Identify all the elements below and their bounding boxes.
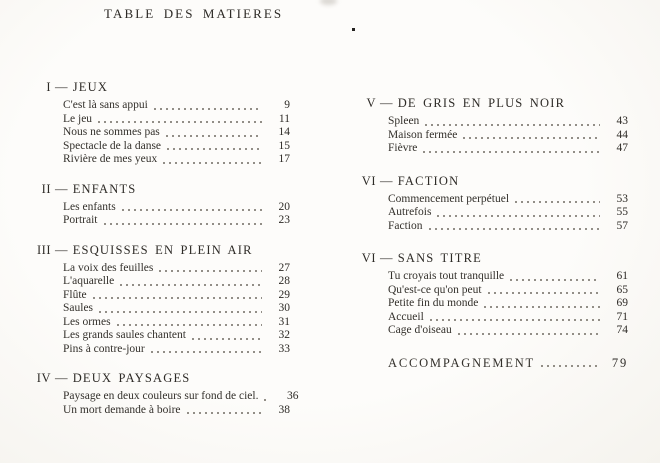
toc-entry bbox=[388, 193, 628, 207]
toc-entry-page: 33 bbox=[278, 342, 290, 355]
toc-entry-title: Fièvre bbox=[388, 142, 418, 154]
dot-leader bbox=[104, 223, 263, 225]
toc-entry-page: 47 bbox=[616, 142, 628, 154]
toc-entry bbox=[388, 115, 628, 129]
dot-leader bbox=[166, 135, 262, 137]
toc-column-right bbox=[361, 96, 628, 388]
dot-leader bbox=[437, 215, 600, 217]
toc-section bbox=[361, 173, 628, 234]
toc-entry bbox=[388, 324, 628, 338]
toc-entry bbox=[63, 113, 290, 127]
toc-entry-page: 43 bbox=[616, 115, 628, 127]
toc-entry-title: Tu croyais tout tranquille bbox=[388, 270, 505, 282]
toc-entry-page: 23 bbox=[278, 214, 290, 226]
toc-entries bbox=[63, 262, 290, 357]
toc-entry bbox=[63, 302, 290, 316]
toc-entry bbox=[63, 329, 290, 343]
toc-entry bbox=[388, 206, 628, 220]
dot-leader bbox=[425, 124, 600, 126]
toc-section bbox=[365, 356, 628, 370]
toc-entry bbox=[388, 284, 628, 298]
toc-entries bbox=[388, 193, 628, 234]
toc-entry-title: C'est là sans appui bbox=[63, 99, 148, 111]
dot-leader bbox=[163, 162, 262, 164]
toc-entry-page: 15 bbox=[278, 139, 290, 152]
dot-leader bbox=[167, 148, 262, 150]
toc-entry bbox=[388, 220, 628, 234]
dot-leader bbox=[463, 137, 600, 139]
section-dash: — bbox=[55, 181, 69, 196]
toc-entry-page: 53 bbox=[616, 192, 628, 205]
toc-section bbox=[40, 80, 290, 167]
toc-entry bbox=[63, 404, 290, 418]
toc-entry bbox=[63, 214, 290, 228]
dot-leader bbox=[488, 292, 600, 294]
toc-entry-title: Le jeu bbox=[63, 112, 93, 125]
toc-entry-title: Saules bbox=[63, 302, 94, 314]
toc-section-heading bbox=[352, 96, 628, 111]
toc-entry bbox=[63, 126, 290, 140]
dot-leader bbox=[117, 324, 262, 326]
toc-entry-page: 79 bbox=[611, 355, 628, 370]
section-numeral: II bbox=[41, 181, 51, 196]
toc-entry-title: Petite fin du monde bbox=[388, 297, 479, 309]
toc-section bbox=[40, 182, 290, 228]
toc-entry bbox=[63, 316, 290, 330]
toc-section-heading bbox=[27, 371, 290, 386]
section-numeral: IV bbox=[36, 371, 51, 385]
section-dash: — bbox=[380, 96, 394, 110]
section-title: ESQUISSES EN PLEIN AIR bbox=[72, 242, 253, 257]
toc-entry bbox=[63, 262, 290, 276]
toc-section bbox=[37, 242, 290, 357]
toc-entry-page: 14 bbox=[278, 126, 290, 138]
toc-entry-page: 28 bbox=[278, 275, 290, 287]
dot-leader bbox=[99, 311, 262, 313]
dot-leader bbox=[120, 284, 262, 286]
toc-entries bbox=[63, 390, 299, 417]
toc-entries bbox=[388, 356, 628, 370]
toc-entry-page: 57 bbox=[616, 219, 628, 232]
toc-entry-page: 69 bbox=[616, 297, 628, 309]
toc-entry bbox=[63, 275, 290, 289]
section-numeral: VI bbox=[361, 173, 376, 188]
toc-entry-title: ACCOMPAGNEMENT bbox=[388, 355, 535, 370]
toc-entry-title: L'aquarelle bbox=[63, 275, 115, 287]
page-title: TABLE DES MATIERES bbox=[104, 6, 284, 21]
toc-entry-page: 44 bbox=[616, 128, 628, 141]
toc-entries bbox=[388, 270, 628, 338]
toc-entry-page: 36 bbox=[286, 390, 299, 402]
section-dash: — bbox=[55, 371, 69, 385]
toc-entry-title: Nous ne sommes pas bbox=[63, 126, 160, 138]
section-dash: — bbox=[55, 242, 69, 257]
toc-entry bbox=[388, 129, 628, 143]
toc-entry-title: Rivière de mes yeux bbox=[63, 153, 158, 165]
section-title: SANS TITRE bbox=[397, 251, 482, 265]
toc-entry bbox=[63, 140, 290, 154]
dot-leader bbox=[458, 333, 600, 335]
section-title: DE GRIS EN PLUS NOIR bbox=[397, 96, 566, 110]
toc-entry-page: 11 bbox=[278, 112, 290, 125]
toc-section-heading bbox=[27, 182, 290, 197]
toc-entries bbox=[63, 99, 290, 167]
section-dash: — bbox=[55, 80, 69, 94]
toc-section-heading bbox=[27, 80, 290, 95]
toc-section-heading bbox=[352, 174, 628, 189]
toc-entry-page: 30 bbox=[278, 302, 290, 314]
toc-entry bbox=[388, 311, 628, 325]
toc-entry-page: 17 bbox=[278, 153, 290, 165]
toc-entry bbox=[63, 390, 299, 404]
section-dash: — bbox=[380, 173, 394, 188]
dot-leader bbox=[98, 121, 262, 123]
toc-entry bbox=[388, 356, 628, 370]
toc-entry bbox=[388, 142, 628, 156]
dot-leader bbox=[122, 209, 262, 211]
toc-entry-title: Paysage en deux couleurs sur fond de ciel. bbox=[63, 390, 259, 402]
toc-entry-title: Accueil bbox=[388, 310, 424, 323]
toc-column-left bbox=[36, 80, 299, 432]
toc-entry-title: Pins à contre-jour bbox=[63, 342, 145, 355]
toc-entry-title: Autrefois bbox=[388, 206, 432, 218]
toc-entry-title: Les enfants bbox=[63, 200, 116, 213]
dot-leader bbox=[484, 306, 600, 308]
toc-entry bbox=[63, 153, 290, 167]
dot-leader bbox=[151, 351, 262, 353]
toc-entries bbox=[63, 201, 290, 228]
toc-entry-title: Flûte bbox=[63, 288, 87, 301]
dot-leader bbox=[159, 270, 262, 272]
section-numeral: VI bbox=[361, 251, 376, 265]
toc-entry-title: Cage d'oiseau bbox=[388, 324, 452, 336]
toc-entry-page: 55 bbox=[616, 206, 628, 218]
toc-section-heading bbox=[352, 251, 628, 266]
toc-entry-page: 29 bbox=[278, 288, 290, 301]
section-title: ENFANTS bbox=[72, 181, 137, 196]
toc-entry-page: 31 bbox=[278, 315, 290, 328]
toc-entry-page: 27 bbox=[278, 261, 290, 274]
dot-leader bbox=[154, 108, 262, 110]
toc-entry-title: La voix des feuilles bbox=[63, 261, 154, 274]
dot-leader bbox=[93, 297, 262, 299]
toc-entry-page: 38 bbox=[278, 403, 290, 416]
toc-entry-page: 9 bbox=[284, 99, 290, 111]
toc-entry-title: Spleen bbox=[388, 115, 420, 127]
scan-speck bbox=[352, 28, 355, 31]
toc-entry-title: Les grands saules chantent bbox=[63, 329, 186, 341]
scan-smudge bbox=[320, 0, 337, 5]
toc-entry-title: Les ormes bbox=[63, 315, 111, 328]
dot-leader bbox=[515, 201, 600, 203]
toc-entry-title: Portrait bbox=[63, 214, 98, 226]
toc-section bbox=[361, 251, 628, 338]
toc-entry-page: 74 bbox=[616, 324, 628, 336]
toc-entry-page: 32 bbox=[278, 329, 290, 341]
toc-section bbox=[36, 371, 299, 417]
toc-entry-title: Faction bbox=[388, 219, 423, 232]
toc-entry-title: Maison fermée bbox=[388, 128, 458, 141]
toc-entry-page: 20 bbox=[278, 200, 290, 213]
section-title: FACTION bbox=[397, 173, 460, 188]
dot-leader bbox=[423, 151, 600, 153]
toc-entry-title: Spectacle de la danse bbox=[63, 139, 162, 152]
toc-entry bbox=[63, 343, 290, 357]
toc-entry-page: 65 bbox=[616, 283, 628, 296]
dot-leader bbox=[541, 365, 600, 367]
toc-section-heading bbox=[27, 243, 290, 258]
toc-entry-title: Qu'est-ce qu'on peut bbox=[388, 283, 482, 296]
toc-entry bbox=[388, 270, 628, 284]
toc-entry bbox=[63, 289, 290, 303]
dot-leader bbox=[192, 338, 262, 340]
toc-entry-page: 71 bbox=[616, 310, 628, 323]
toc-entry bbox=[63, 201, 290, 215]
section-numeral: I bbox=[46, 80, 51, 94]
toc-entry bbox=[388, 297, 628, 311]
section-dash: — bbox=[380, 251, 394, 265]
toc-entry bbox=[63, 99, 290, 113]
section-numeral: III bbox=[37, 242, 51, 257]
toc-entries bbox=[388, 115, 628, 156]
toc-section bbox=[365, 96, 628, 156]
dot-leader bbox=[264, 399, 270, 401]
dot-leader bbox=[429, 228, 601, 230]
toc-entry-page: 61 bbox=[616, 270, 628, 282]
section-title: JEUX bbox=[72, 80, 109, 94]
section-title: DEUX PAYSAGES bbox=[72, 371, 191, 385]
section-numeral: V bbox=[366, 96, 376, 110]
dot-leader bbox=[430, 319, 600, 321]
toc-entry-title: Commencement perpétuel bbox=[388, 192, 510, 205]
dot-leader bbox=[510, 279, 600, 281]
dot-leader bbox=[187, 412, 262, 414]
toc-entry-title: Un mort demande à boire bbox=[63, 403, 181, 416]
